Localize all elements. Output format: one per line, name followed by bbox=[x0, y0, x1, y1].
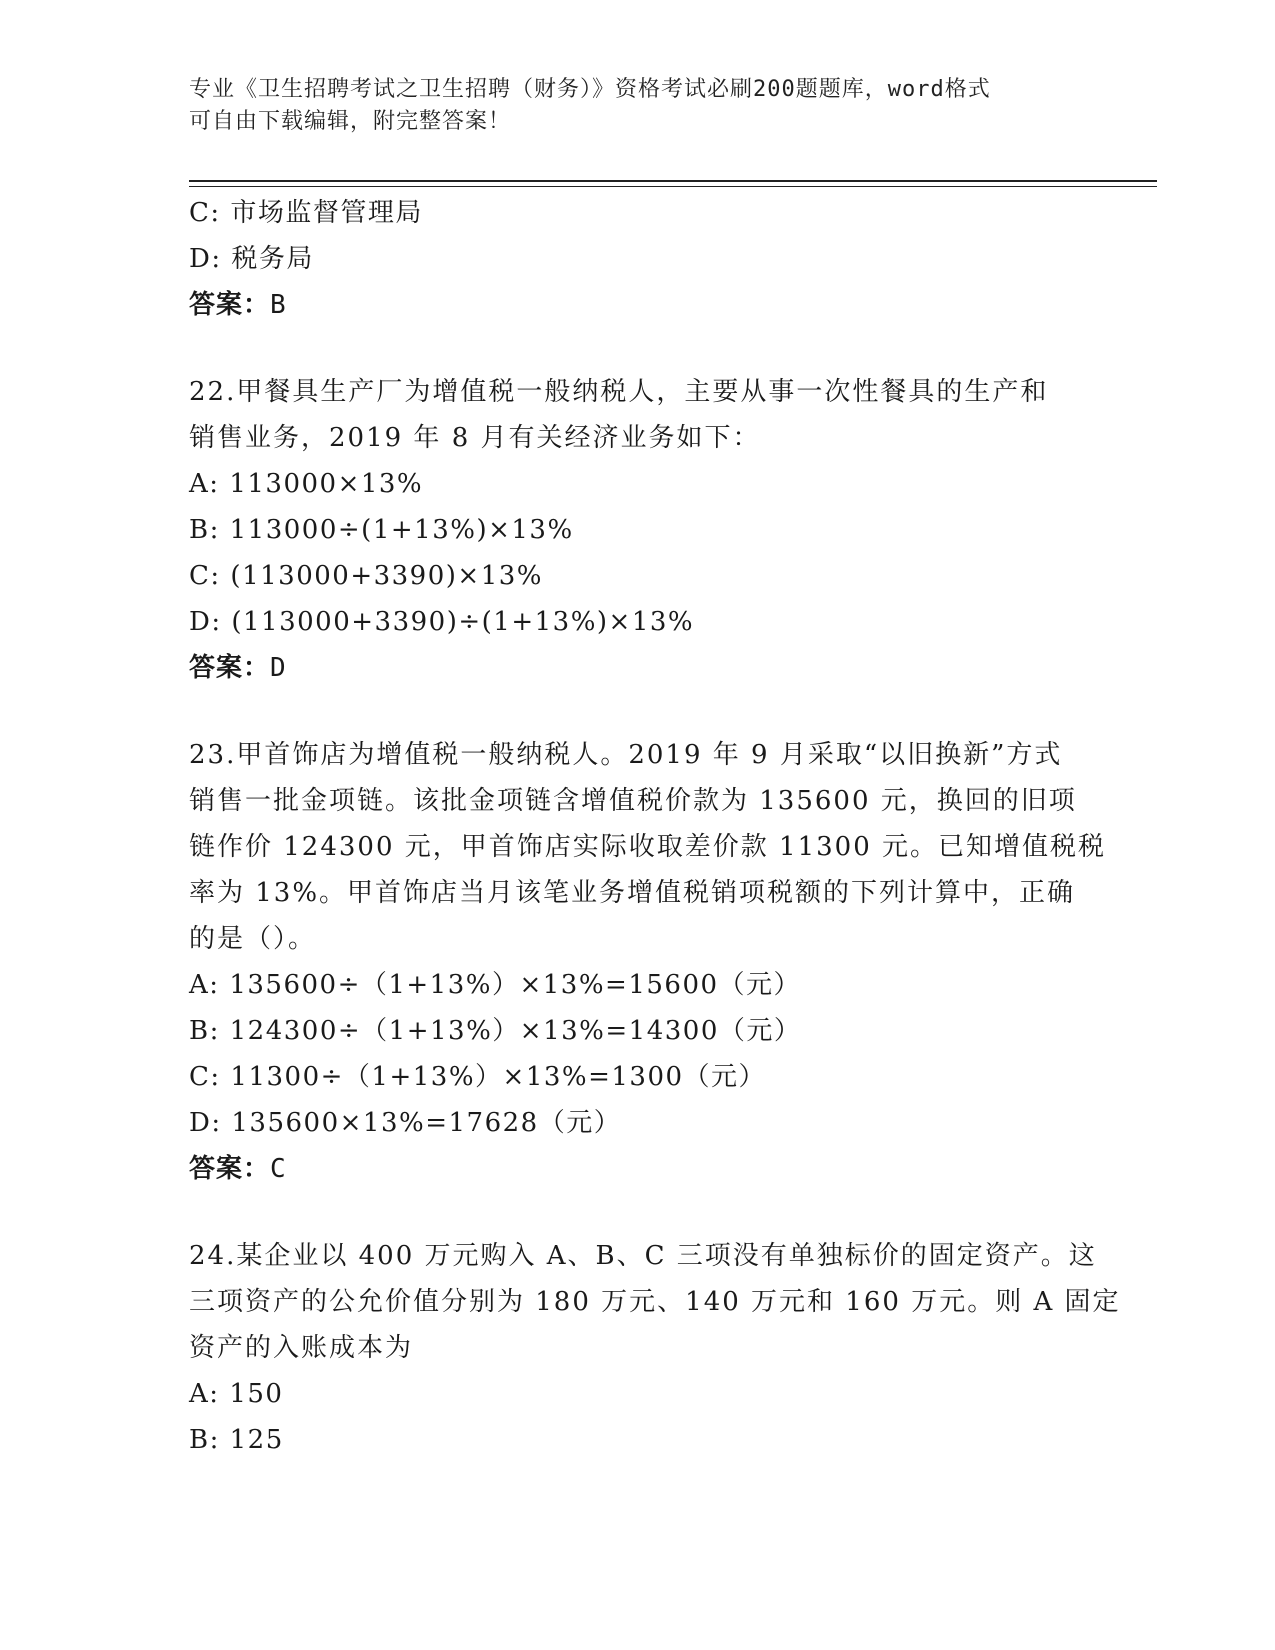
option-label: D: bbox=[189, 244, 222, 274]
option-c bbox=[189, 553, 1089, 599]
option-d bbox=[189, 1100, 1089, 1146]
option-label: C: bbox=[189, 561, 221, 591]
option-label: C: bbox=[189, 198, 221, 228]
option-label: B: bbox=[189, 515, 220, 545]
page-header bbox=[189, 74, 1069, 138]
option-text: 125 bbox=[229, 1425, 284, 1455]
option-text: 135600÷（1+13%）×13%=15600（元） bbox=[229, 970, 802, 1000]
option-text: 11300÷（1+13%）×13%=1300（元） bbox=[230, 1062, 767, 1092]
option-a bbox=[189, 461, 1089, 507]
answer-label: 答案： bbox=[189, 290, 271, 320]
header-title-line-1: 专业《卫生招聘考试之卫生招聘（财务）》资格考试必刷200题题库，word格式 bbox=[189, 77, 991, 102]
answer-line bbox=[189, 282, 1089, 328]
question-23 bbox=[189, 732, 1107, 1192]
answer-value: B bbox=[270, 290, 287, 320]
question-22 bbox=[189, 369, 1089, 691]
spacer bbox=[189, 1192, 1089, 1233]
option-text: 市场监督管理局 bbox=[230, 198, 423, 228]
answer-label: 答案： bbox=[189, 1154, 271, 1184]
prev-question bbox=[189, 190, 1089, 328]
option-text: 124300÷（1+13%）×13%=14300（元） bbox=[229, 1016, 802, 1046]
question-text-line: 销售一批金项链。该批金项链含增值税价款为 135600 元，换回的旧项 bbox=[189, 786, 1077, 816]
answer-label: 答案： bbox=[189, 653, 271, 683]
option-text: 113000÷(1+13%)×13% bbox=[229, 515, 574, 545]
answer-value: C bbox=[270, 1154, 287, 1184]
answer-value: D bbox=[270, 653, 287, 683]
option-a bbox=[189, 1371, 1089, 1417]
spacer bbox=[189, 328, 1089, 369]
option-b bbox=[189, 1008, 1089, 1054]
option-text: 113000×13% bbox=[229, 469, 424, 499]
option-text: 税务局 bbox=[231, 244, 314, 274]
answer-line bbox=[189, 1146, 1089, 1192]
option-b bbox=[189, 507, 1089, 553]
option-label: B: bbox=[189, 1425, 220, 1455]
option-b bbox=[189, 1417, 1089, 1463]
question-text-line: 24.某企业以 400 万元购入 A、B、C 三项没有单独标价的固定资产。这 bbox=[189, 1241, 1097, 1271]
option-c bbox=[189, 190, 1089, 236]
option-d bbox=[189, 236, 1089, 282]
option-label: A: bbox=[189, 970, 220, 1000]
option-text: 150 bbox=[229, 1379, 284, 1409]
question-24 bbox=[189, 1233, 1121, 1463]
option-text: (113000+3390)÷(1+13%)×13% bbox=[231, 607, 695, 637]
header-title-line-2: 可自由下载编辑，附完整答案！ bbox=[189, 109, 512, 134]
question-text-line: 资产的入账成本为 bbox=[189, 1333, 414, 1363]
question-text-line: 的是（）。 bbox=[189, 924, 317, 954]
option-label: D: bbox=[189, 607, 222, 637]
option-c bbox=[189, 1054, 1089, 1100]
option-label: C: bbox=[189, 1062, 221, 1092]
question-text-line: 23.甲首饰店为增值税一般纳税人。2019 年 9 月采取“以旧换新”方式 bbox=[189, 740, 1063, 770]
header-divider-thin bbox=[189, 186, 1157, 187]
option-a bbox=[189, 962, 1089, 1008]
option-text: (113000+3390)×13% bbox=[230, 561, 543, 591]
question-text-line: 22.甲餐具生产厂为增值税一般纳税人，主要从事一次性餐具的生产和 bbox=[189, 377, 1049, 407]
question-text-line: 三项资产的公允价值分别为 180 万元、140 万元和 160 万元。则 A 固定 bbox=[189, 1287, 1121, 1317]
answer-line bbox=[189, 645, 1089, 691]
question-content bbox=[189, 190, 1121, 1463]
option-label: D: bbox=[189, 1108, 222, 1138]
question-text-line: 销售业务，2019 年 8 月有关经济业务如下： bbox=[189, 423, 761, 453]
option-label: A: bbox=[189, 1379, 220, 1409]
option-d bbox=[189, 599, 1089, 645]
option-text: 135600×13%=17628（元） bbox=[231, 1108, 622, 1138]
question-text-line: 链作价 124300 元，甲首饰店实际收取差价款 11300 元。已知增值税税 bbox=[189, 832, 1107, 862]
spacer bbox=[189, 691, 1089, 732]
option-label: B: bbox=[189, 1016, 220, 1046]
question-text-line: 率为 13%。甲首饰店当月该笔业务增值税销项税额的下列计算中，正确 bbox=[189, 878, 1076, 908]
option-label: A: bbox=[189, 469, 220, 499]
header-divider-thick bbox=[189, 180, 1157, 182]
